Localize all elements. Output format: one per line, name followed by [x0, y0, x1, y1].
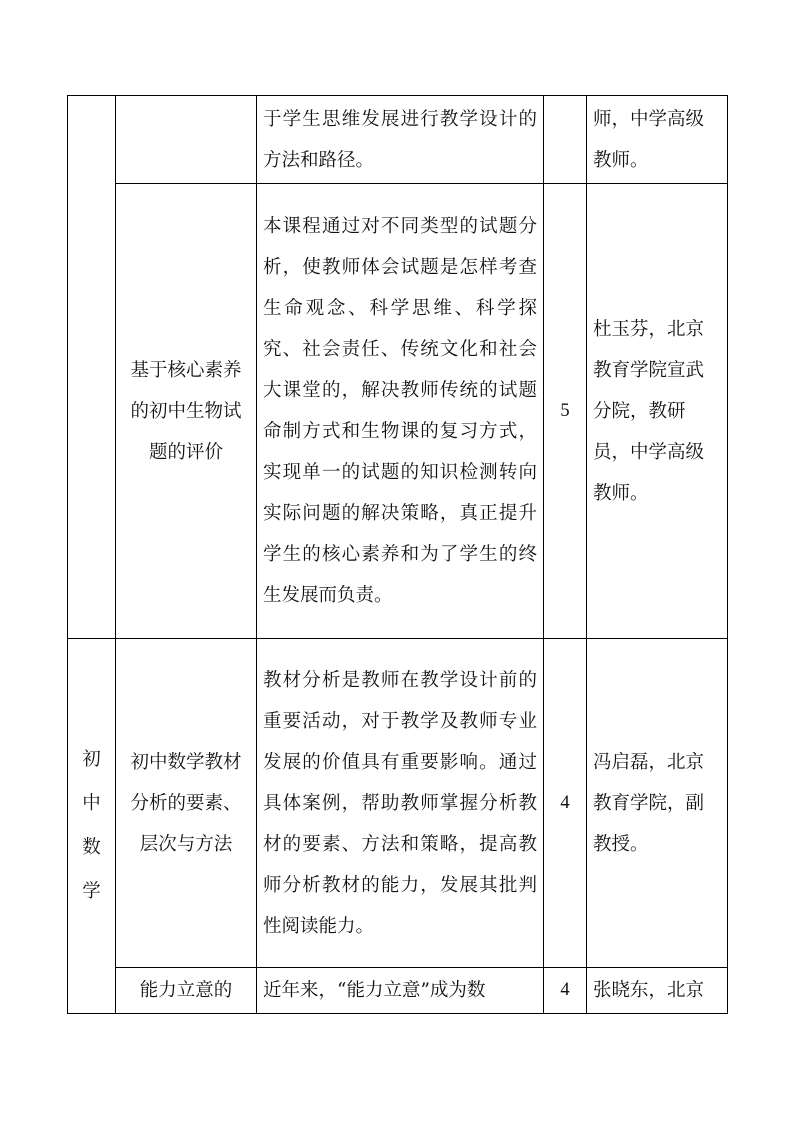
course-description-cell: 本课程通过对不同类型的试题分析，使教师体会试题是怎样考查生命观念、科学思维、科学探究、社会责任、传统文化和社会大课堂的，解决教师传统的试题命制方式和生物课的复习方式，实现单一的试题的知识检测转向实际问题的解决策略，真正提升学生的核心素养和为了学生的终生发展而负责。 — [257, 184, 544, 639]
hours-cell: 4 — [544, 968, 587, 1014]
subject-label: 初中数学 — [82, 749, 101, 902]
course-name-cell — [116, 96, 257, 184]
hours-cell: 4 — [544, 639, 587, 968]
table-row — [68, 639, 728, 968]
subject-cell-continued — [68, 96, 116, 639]
lecturer-cell: 冯启磊，北京教育学院，副教授。 — [587, 639, 728, 968]
course-table — [67, 95, 728, 1014]
table-row — [68, 968, 728, 1014]
course-description-cell: 近年来，“能力立意”成为数 — [257, 968, 544, 1014]
course-description-cell: 教材分析是教师在教学设计前的重要活动，对于教学及教师专业发展的价值具有重要影响。通过具体案例，帮助教师掌握分析教材的要素、方法和策略，提高教师分析教材的能力，发展其批判性阅读能力。 — [257, 639, 544, 968]
lecturer-cell: 师，中学高级教师。 — [587, 96, 728, 184]
lecturer-cell: 张晓东，北京 — [587, 968, 728, 1014]
course-name-cell: 基于核心素养的初中生物试题的评价 — [116, 184, 257, 639]
course-description-cell: 于学生思维发展进行教学设计的方法和路径。 — [257, 96, 544, 184]
hours-cell — [544, 96, 587, 184]
lecturer-cell: 杜玉芬，北京教育学院宣武分院，教研员，中学高级教师。 — [587, 184, 728, 639]
course-name-cell: 能力立意的 — [116, 968, 257, 1014]
table-row — [68, 96, 728, 184]
course-name-cell: 初中数学教材分析的要素、层次与方法 — [116, 639, 257, 968]
hours-cell: 5 — [544, 184, 587, 639]
subject-cell — [68, 639, 116, 1014]
table-row — [68, 184, 728, 639]
